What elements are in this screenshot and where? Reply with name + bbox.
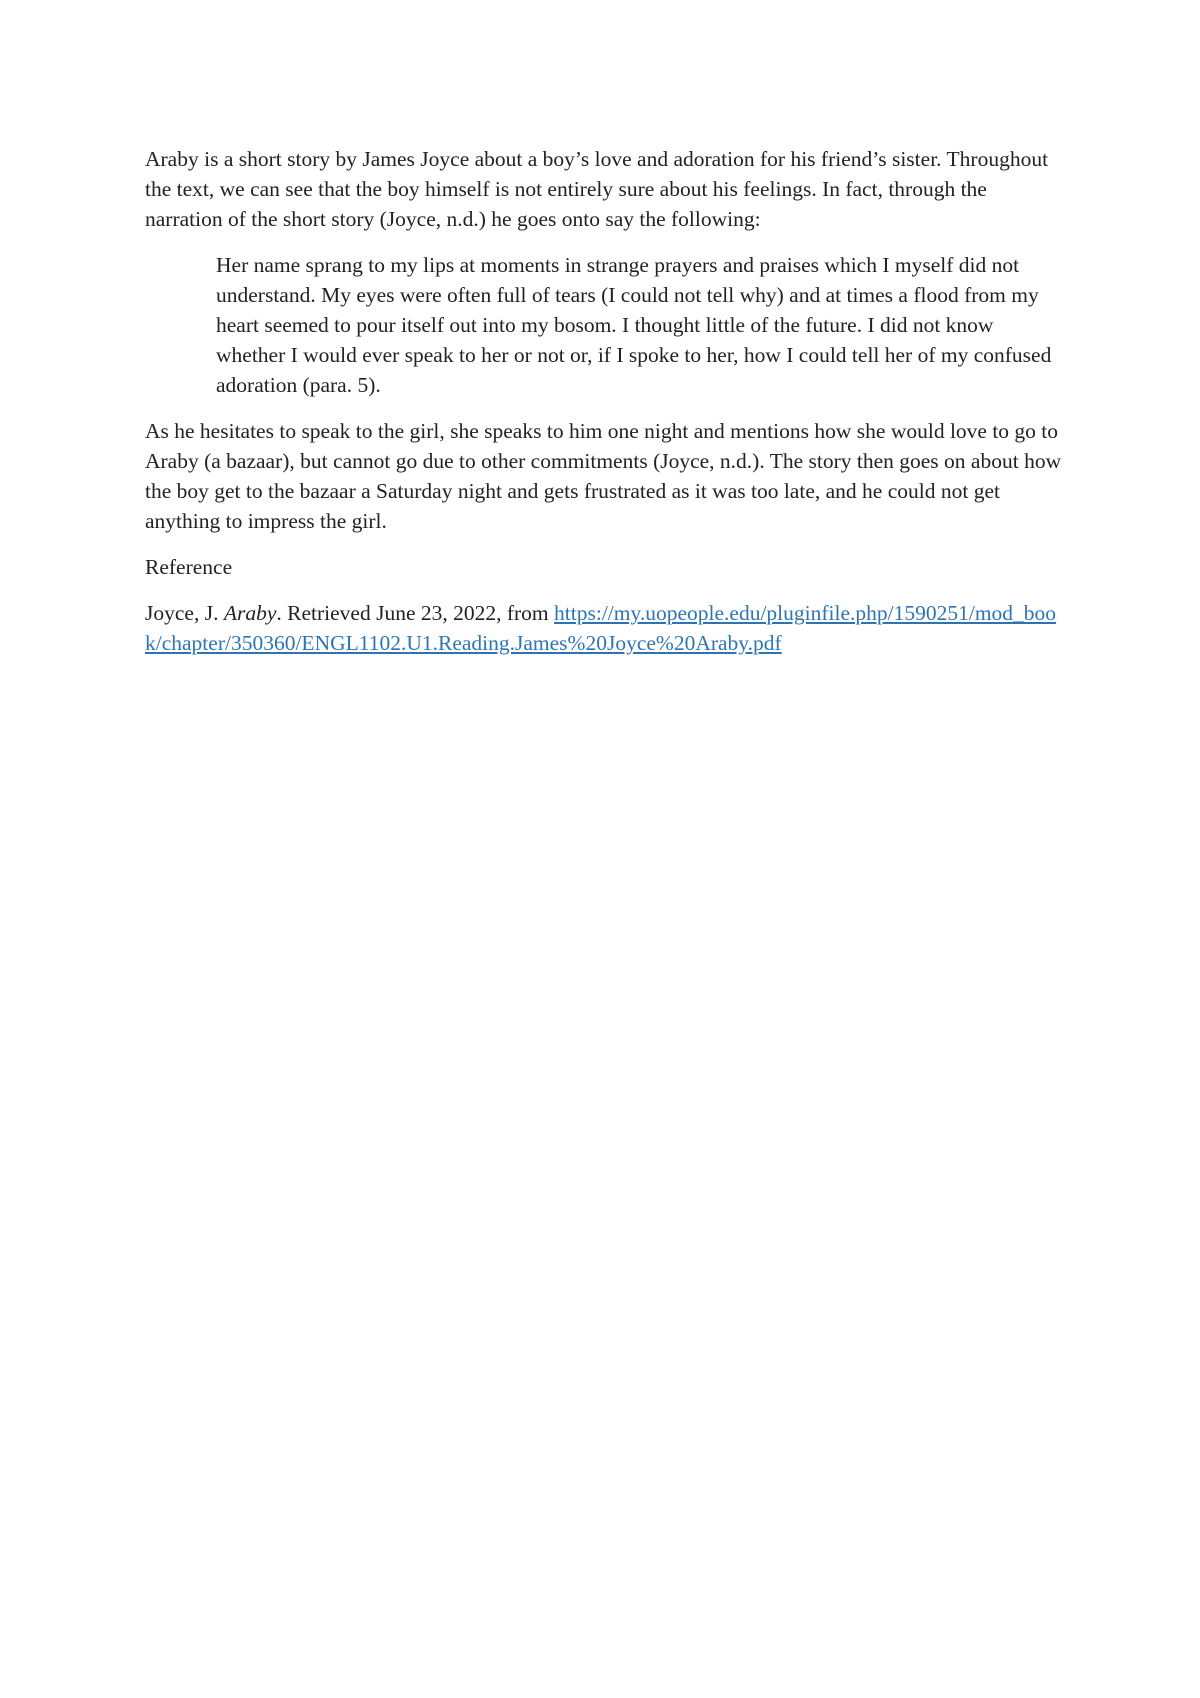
intro-paragraph: Araby is a short story by James Joyce about a boy’s love and adoration for his friend’s sister. Throughout the text, we can see that the boy himself is not entirely sure about his feelings. In fact, through the narration of the short story (Joyce, n.d.) he goes onto say the following: — [145, 147, 1049, 231]
reference-retrieved: Retrieved June 23, 2022, from — [287, 601, 549, 625]
reference-entry — [145, 598, 1067, 658]
reference-title-suffix: . — [276, 601, 282, 625]
reference-title: Araby — [223, 601, 277, 625]
reference-heading: Reference — [145, 555, 233, 579]
block-quote: Her name sprang to my lips at moments in strange prayers and praises which I myself did not understand. My eyes were often full of tears (I could not tell why) and at times a flood from my heart seemed to pour itself out into my bosom. I thought little of the future. I did not know whether I would ever speak to her or not or, if I spoke to her, how I could tell her of my confused adoration (para. 5). — [216, 253, 1052, 397]
document-body — [145, 144, 1067, 658]
summary-paragraph: As he hesitates to speak to the girl, she speaks to him one night and mentions how she would love to go to Araby (a bazaar), but cannot go due to other commitments (Joyce, n.d.). The story then goes on about how the boy get to the bazaar a Saturday night and gets frustrated as it was too late, and he could not get anything to impress the girl. — [145, 419, 1062, 533]
reference-author: Joyce, J. — [145, 601, 219, 625]
reference-url-link[interactable]: https://my.uopeople.edu/pluginfile.php/1590251/mod_book/chapter/350360/ENGL1102.U1.Reading.James%20Joyce%20Araby.pdf — [145, 601, 1057, 655]
